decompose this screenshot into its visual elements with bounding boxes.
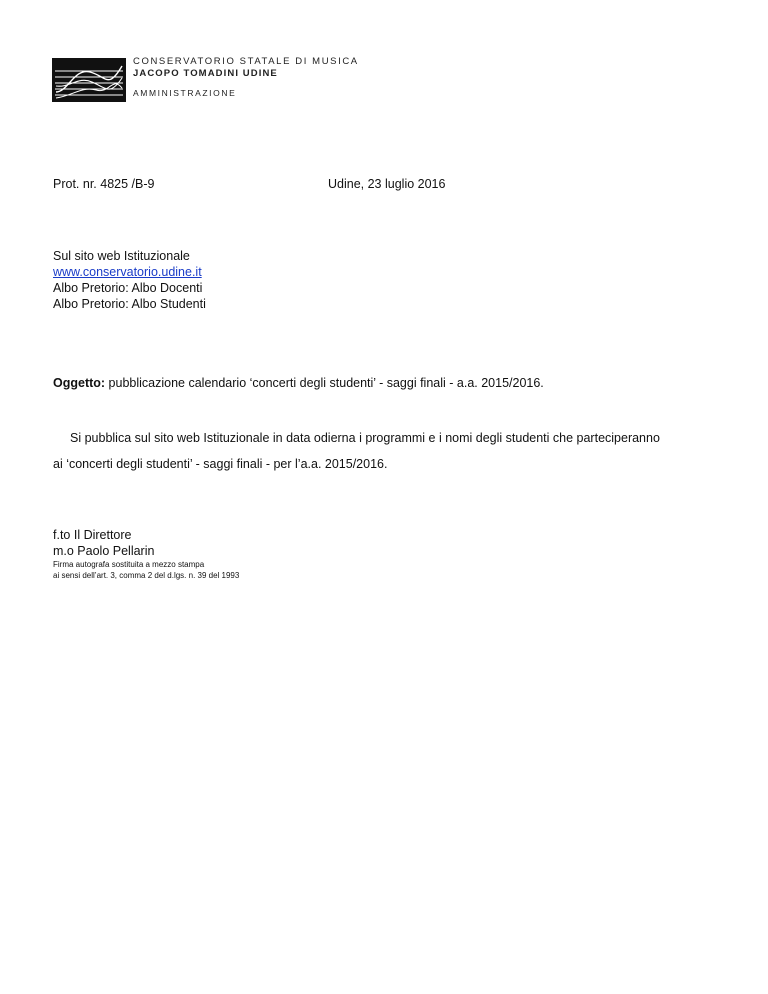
subject-text: pubblicazione calendario ‘concerti degli studenti’ - saggi finali - a.a. 2015/2016. bbox=[105, 376, 544, 390]
body-line-1: Si pubblica sul sito web Istituzionale in data odierna i programmi e i nomi degli studenti che parteciperanno bbox=[70, 431, 660, 445]
signature-note-2: ai sensi dell’art. 3, comma 2 del d.lgs. n. 39 del 1993 bbox=[53, 571, 240, 580]
letterhead-text bbox=[133, 56, 359, 99]
conservatory-logo-icon bbox=[52, 58, 126, 102]
body-line-2: ai ‘concerti degli studenti’ - saggi finali - per l’a.a. 2015/2016. bbox=[53, 457, 388, 471]
letterhead-department: AMMINISTRAZIONE bbox=[133, 88, 237, 98]
signature-name: m.o Paolo Pellarin bbox=[53, 544, 155, 558]
protocol-number: Prot. nr. 4825 /B-9 bbox=[53, 177, 155, 191]
document-date: Udine, 23 luglio 2016 bbox=[328, 177, 446, 191]
subject-label: Oggetto: bbox=[53, 376, 106, 390]
letterhead-institution-name: JACOPO TOMADINI UDINE bbox=[133, 68, 278, 79]
signature-note-1: Firma autografa sostituita a mezzo stampa bbox=[53, 560, 205, 569]
recipient-line-3: Albo Pretorio: Albo Docenti bbox=[53, 281, 203, 295]
recipient-line-1: Sul sito web Istituzionale bbox=[53, 249, 190, 263]
recipient-line-4: Albo Pretorio: Albo Studenti bbox=[53, 297, 206, 311]
subject-line bbox=[53, 375, 544, 391]
letterhead-institution: CONSERVATORIO STATALE DI MUSICA bbox=[133, 56, 359, 67]
website-link[interactable]: www.conservatorio.udine.it bbox=[53, 265, 202, 279]
letterhead bbox=[52, 56, 372, 106]
signature-title: f.to Il Direttore bbox=[53, 528, 132, 542]
